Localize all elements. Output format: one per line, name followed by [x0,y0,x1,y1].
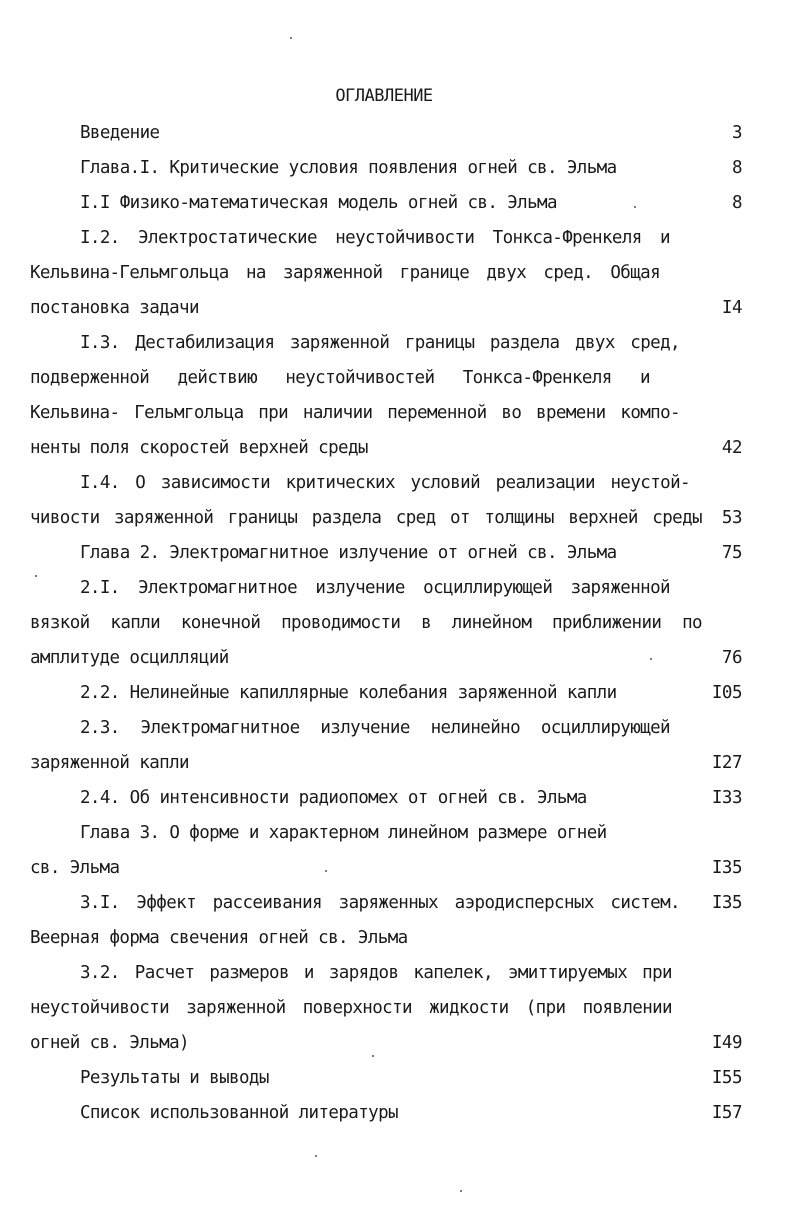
toc-page-number: I33 [711,788,742,808]
toc-entry-line: Список использованной литературы [80,1103,398,1123]
scan-speck [315,1155,317,1157]
toc-title: ОГЛАВЛЕНИЕ [335,86,433,106]
toc-page-number: 53 [721,508,742,528]
toc-entry-line: Результаты и выводы [80,1068,269,1088]
toc-entry-line: I.3. Дестабилизация заряженной границы раздела двух сред, [80,333,680,353]
toc-entry-line: 2.4. Об интенсивности радиопомех от огней св. Эльма [80,788,587,808]
toc-entry-line: 3.2. Расчет размеров и зарядов капелек, эмиттируемых при [80,963,672,983]
toc-entry-line: Веерная форма свечения огней св. Эльма [30,928,408,948]
toc-entry-line: св. Эльма [30,858,120,878]
toc-entry-line: Глава 2. Электромагнитное излучение от огней св. Эльма [80,543,617,563]
toc-page-number: I35 [711,858,742,878]
toc-entry-line: 2.I. Электромагнитное излучение осциллирующей заряженной [80,578,670,598]
scan-speck [35,575,37,577]
toc-entry-line: I.4. О зависимости критических условий реализации неустой- [80,473,690,493]
toc-entry-line: подверженной действию неустойчивостей Тонкса-Френкеля и [30,368,650,388]
toc-entry-line: Кельвина-Гельмгольца на заряженной границе двух сред. Общая [30,263,660,283]
toc-page-number: I49 [711,1033,742,1053]
toc-page-number: 76 [721,648,742,668]
toc-page-number: 42 [721,438,742,458]
toc-page-number: 8 [731,158,742,178]
scan-speck [290,37,292,39]
toc-entry-line: постановка задачи [30,298,199,318]
scan-speck [372,1055,374,1057]
toc-entry-line: заряженной капли [30,753,189,773]
toc-entry-line: 2.3. Электромагнитное излучение нелинейно осциллирующей [80,718,670,738]
toc-page-number: I4 [721,298,742,318]
toc-entry-line: неустойчивости заряженной поверхности жидкости (при появлении [30,998,672,1018]
toc-page-number: 75 [721,543,742,563]
toc-entry-line: Введение [80,123,160,143]
toc-page-number: I05 [711,683,742,703]
toc-entry-line: I.I Физико-математическая модель огней св. Эльма [80,193,557,213]
toc-entry-line: чивости заряженной границы раздела сред от толщины верхней среды [30,508,702,528]
toc-entry-line: вязкой капли конечной проводимости в линейном приближении по [30,613,702,633]
toc-page-number: 8 [731,193,742,213]
scan-speck [325,870,327,872]
toc-page-number: I35 [711,893,742,913]
toc-entry-line: ненты поля скоростей верхней среды [30,438,368,458]
scan-speck [634,206,636,208]
scan-speck [650,658,652,660]
toc-entry-line: Кельвина- Гельмгольца при наличии переменной во времени компо- [30,403,680,423]
toc-entry-line: амплитуде осцилляций [30,648,229,668]
toc-entry-line: I.2. Электростатические неустойчивости Тонкса-Френкеля и [80,228,670,248]
toc-page-number: I57 [711,1103,742,1123]
toc-entry-line: 2.2. Нелинейные капиллярные колебания заряженной капли [80,683,617,703]
toc-page-number: I55 [711,1068,742,1088]
toc-page-number: 3 [731,123,742,143]
toc-entry-line: 3.I. Эффект рассеивания заряженных аэродисперсных систем. [80,893,680,913]
toc-entry-line: огней св. Эльма) [30,1033,189,1053]
toc-entry-line: Глава.I. Критические условия появления огней св. Эльма [80,158,617,178]
toc-entry-line: Глава 3. О форме и характерном линейном размере огней [80,823,607,843]
scan-speck [460,1190,462,1192]
toc-page-number: I27 [711,753,742,773]
